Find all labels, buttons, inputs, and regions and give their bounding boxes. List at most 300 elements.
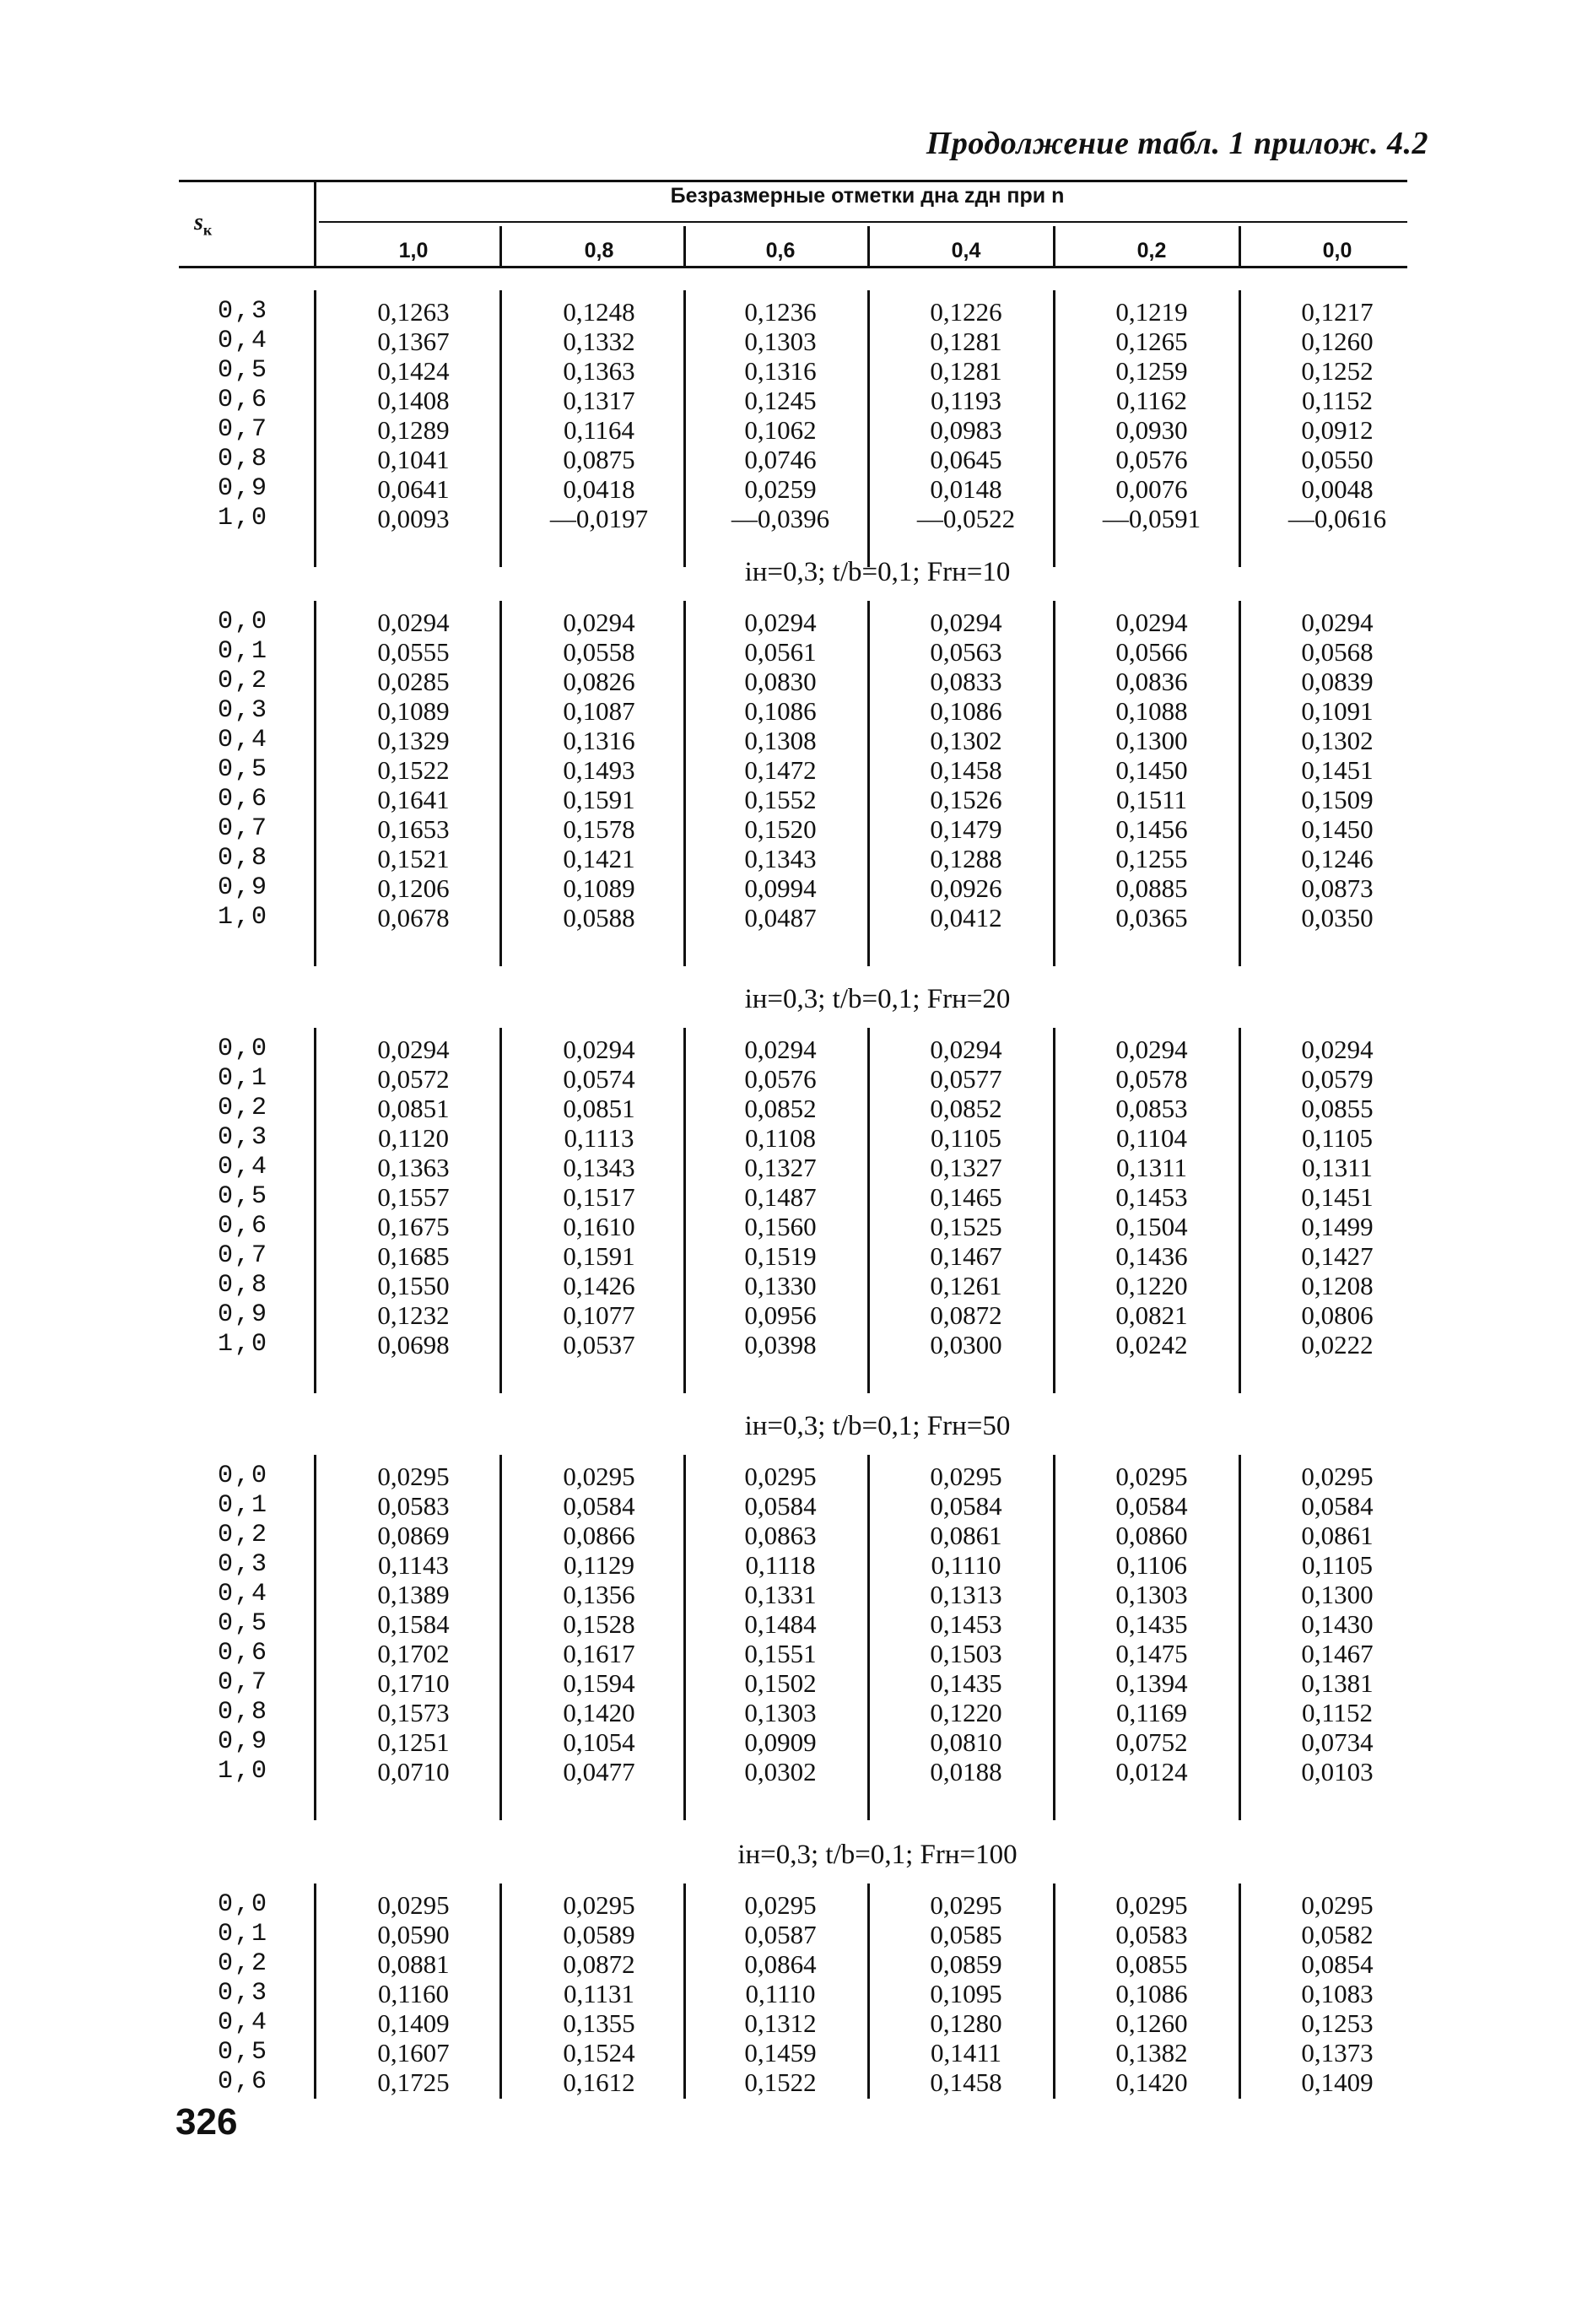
table-cell: 0,0864 xyxy=(744,1949,817,1979)
table-cell: 0,0294 xyxy=(1301,608,1374,637)
sk-cell: 0,5 xyxy=(218,2038,269,2067)
table-cell: 0,0076 xyxy=(1115,474,1188,504)
table-cell: 0,0566 xyxy=(1115,637,1188,667)
table-cell: 0,1302 xyxy=(930,726,1002,755)
table-cell: 0,1087 xyxy=(563,696,635,726)
column-divider xyxy=(314,290,316,567)
sk-cell: 1,0 xyxy=(218,1757,269,1786)
table-cell: 0,1521 xyxy=(377,844,450,873)
table-cell: 0,1479 xyxy=(930,814,1002,844)
column-divider xyxy=(1053,1884,1055,2099)
table-cell: 0,0295 xyxy=(1301,1890,1374,1920)
table-cell: 0,1519 xyxy=(744,1241,817,1271)
sk-cell: 0,4 xyxy=(218,2008,269,2037)
table-cell: 0,1131 xyxy=(563,1979,635,2008)
table-cell: 0,1451 xyxy=(1301,755,1374,785)
table-cell: 0,1313 xyxy=(930,1580,1002,1609)
table-cell: 0,1316 xyxy=(744,356,817,386)
table-cell: 0,0295 xyxy=(744,1890,817,1920)
table-cell: 0,1303 xyxy=(1115,1580,1188,1609)
value-column xyxy=(515,1890,683,2097)
sk-cell: 1,0 xyxy=(218,504,269,532)
table-cell: 0,1327 xyxy=(930,1153,1002,1182)
value-column xyxy=(696,297,865,533)
table-cell: 0,1289 xyxy=(377,415,450,445)
table-cell: 0,0563 xyxy=(930,637,1002,667)
table-cell: 0,1245 xyxy=(744,386,817,415)
sk-cell: 0,0 xyxy=(218,1462,269,1490)
sk-cell: 0,3 xyxy=(218,1550,269,1579)
table-cell: 0,0295 xyxy=(563,1462,635,1491)
table-cell: 0,1451 xyxy=(1301,1182,1374,1212)
table-cell: 0,1591 xyxy=(563,785,635,814)
table-cell: 0,1041 xyxy=(377,445,450,474)
sk-cell: 0,5 xyxy=(218,1182,269,1211)
table-cell: 0,1110 xyxy=(931,1550,1001,1580)
sk-header-divider xyxy=(314,180,316,266)
table-cell: 0,1436 xyxy=(1115,1241,1188,1271)
table-cell: 0,1675 xyxy=(377,1212,450,1241)
table-cell: 0,1252 xyxy=(1301,356,1374,386)
table-cell: 0,0583 xyxy=(1115,1920,1188,1949)
table-cell: 0,0869 xyxy=(377,1521,450,1550)
table-cell: 0,1584 xyxy=(377,1609,450,1639)
value-column xyxy=(1067,1035,1236,1359)
table-cell: 0,0909 xyxy=(744,1727,817,1757)
table-cell: 0,1300 xyxy=(1115,726,1188,755)
table-cell: 0,1573 xyxy=(377,1698,450,1727)
sk-cell: 0,6 xyxy=(218,2067,269,2096)
table-cell: 0,0875 xyxy=(563,445,635,474)
table-cell: 0,0365 xyxy=(1115,903,1188,932)
table-top-rule xyxy=(179,180,1407,182)
table-cell: 0,1193 xyxy=(930,386,1002,415)
table-cell: 0,0912 xyxy=(1301,415,1374,445)
table-cell: 0,1557 xyxy=(377,1182,450,1212)
table-cell: 0,1251 xyxy=(377,1727,450,1757)
table-cell: 0,1458 xyxy=(930,755,1002,785)
table-cell: 0,0537 xyxy=(563,1330,635,1359)
table-cell: 0,0572 xyxy=(377,1064,450,1094)
sk-column-header: $s_к$ xyxy=(194,209,213,239)
table-cell: 0,0294 xyxy=(744,1035,817,1064)
table-cell: 0,1453 xyxy=(1115,1182,1188,1212)
table-cell: 0,0678 xyxy=(377,903,450,932)
table-cell: 0,1232 xyxy=(377,1300,450,1330)
table-cell: 0,0568 xyxy=(1301,637,1374,667)
table-cell: 0,0294 xyxy=(563,608,635,637)
table-cell: 0,1525 xyxy=(930,1212,1002,1241)
table-cell: 0,1220 xyxy=(1115,1271,1188,1300)
value-column xyxy=(329,297,498,533)
table-cell: 0,0589 xyxy=(563,1920,635,1949)
table-cell: 0,1086 xyxy=(1115,1979,1188,2008)
column-header: 0,8 xyxy=(584,239,614,262)
table-cell: 0,1459 xyxy=(744,2038,817,2067)
table-cell: 0,1373 xyxy=(1301,2038,1374,2067)
sk-cell: 0,6 xyxy=(218,785,269,813)
table-cell: 0,0710 xyxy=(377,1757,450,1786)
sk-cell: 0,7 xyxy=(218,814,269,843)
table-cell: 0,0583 xyxy=(377,1491,450,1521)
column-divider xyxy=(683,601,686,966)
table-cell: 0,1394 xyxy=(1115,1668,1188,1698)
value-column xyxy=(1253,1462,1422,1786)
table-cell: 0,1143 xyxy=(377,1550,450,1580)
table-cell: 0,1260 xyxy=(1301,327,1374,356)
sk-cell: 0,4 xyxy=(218,1153,269,1181)
table-cell: 0,1450 xyxy=(1115,755,1188,785)
column-divider xyxy=(683,1028,686,1393)
table-cell: 0,1458 xyxy=(930,2067,1002,2097)
table-cell: 0,0550 xyxy=(1301,445,1374,474)
table-cell: 0,1617 xyxy=(563,1639,635,1668)
table-cell: 0,1607 xyxy=(377,2038,450,2067)
sk-values xyxy=(218,608,277,932)
table-cell: 0,0259 xyxy=(744,474,817,504)
table-cell: 0,0285 xyxy=(377,667,450,696)
column-divider xyxy=(1239,290,1241,567)
table-cell: 0,1420 xyxy=(1115,2067,1188,2097)
table-cell: 0,0590 xyxy=(377,1920,450,1949)
table-cell: 0,0839 xyxy=(1301,667,1374,696)
table-cell: 0,1560 xyxy=(744,1212,817,1241)
sk-values xyxy=(218,297,277,533)
sk-cell: 1,0 xyxy=(218,1330,269,1359)
table-cell: 0,1520 xyxy=(744,814,817,844)
table-cell: —0,0591 xyxy=(1102,504,1201,533)
block-condition: iн=0,3; t/b=0,1; Frн=20 xyxy=(744,984,1011,1014)
table-cell: 0,1472 xyxy=(744,755,817,785)
table-cell: 0,1356 xyxy=(563,1580,635,1609)
sk-cell: 0,7 xyxy=(218,415,269,444)
sk-cell: 0,6 xyxy=(218,1639,269,1667)
table-cell: 0,1108 xyxy=(744,1123,817,1153)
column-divider xyxy=(1053,601,1055,966)
table-cell: 0,1220 xyxy=(930,1698,1002,1727)
column-divider xyxy=(1053,290,1055,567)
table-cell: 0,0294 xyxy=(1115,1035,1188,1064)
value-column xyxy=(882,1890,1050,2097)
table-cell: 0,0752 xyxy=(1115,1727,1188,1757)
table-cell: 0,1382 xyxy=(1115,2038,1188,2067)
block-condition: iн=0,3; t/b=0,1; Frн=50 xyxy=(744,1411,1011,1441)
sk-cell: 0,1 xyxy=(218,1920,269,1948)
column-divider xyxy=(499,601,502,966)
table-cell: 0,0418 xyxy=(563,474,635,504)
table-cell: 0,0294 xyxy=(1115,608,1188,637)
sk-cell: 0,4 xyxy=(218,327,269,355)
table-cell: 0,1367 xyxy=(377,327,450,356)
table-cell: 0,1343 xyxy=(744,844,817,873)
table-cell: 0,0398 xyxy=(744,1330,817,1359)
table-cell: 0,0093 xyxy=(377,504,450,533)
table-cell: 0,1331 xyxy=(744,1580,817,1609)
table-cell: 0,1363 xyxy=(563,356,635,386)
value-column xyxy=(1067,297,1236,533)
column-divider xyxy=(867,1455,870,1820)
block-condition: iн=0,3; t/b=0,1; Frн=10 xyxy=(744,557,1011,587)
table-cell: 0,1253 xyxy=(1301,2008,1374,2038)
table-cell: 0,0826 xyxy=(563,667,635,696)
column-divider xyxy=(1239,1884,1241,2099)
table-cell: 0,0861 xyxy=(1301,1521,1374,1550)
sk-values xyxy=(218,1890,277,2097)
table-cell: 0,1504 xyxy=(1115,1212,1188,1241)
sk-cell: 0,0 xyxy=(218,1035,269,1063)
column-divider xyxy=(1239,601,1241,966)
block-condition: iн=0,3; t/b=0,1; Frн=100 xyxy=(737,1840,1018,1870)
table-cell: 0,1612 xyxy=(563,2067,635,2097)
table-cell: 0,1430 xyxy=(1301,1609,1374,1639)
table-cell: 0,1281 xyxy=(930,327,1002,356)
table-cell: 0,0222 xyxy=(1301,1330,1374,1359)
column-divider xyxy=(683,1455,686,1820)
sk-cell: 0,8 xyxy=(218,445,269,473)
column-divider xyxy=(314,601,316,966)
table-cell: 0,1409 xyxy=(1301,2067,1374,2097)
table-cell: 0,1110 xyxy=(745,1979,816,2008)
value-column xyxy=(696,608,865,932)
table-cell: 0,1246 xyxy=(1301,844,1374,873)
sk-cell: 0,2 xyxy=(218,667,269,695)
table-cell: 0,0860 xyxy=(1115,1521,1188,1550)
column-divider xyxy=(499,290,502,567)
sk-cell: 0,3 xyxy=(218,1123,269,1152)
value-column xyxy=(1067,1462,1236,1786)
sk-cell: 0,1 xyxy=(218,637,269,666)
table-cell: 0,1062 xyxy=(744,415,817,445)
table-cell: 0,1389 xyxy=(377,1580,450,1609)
table-cell: 0,1255 xyxy=(1115,844,1188,873)
table-cell: 0,0576 xyxy=(1115,445,1188,474)
column-divider xyxy=(867,1884,870,2099)
table-cell: 0,0294 xyxy=(1301,1035,1374,1064)
table-cell: 0,0587 xyxy=(744,1920,817,1949)
table-cell: 0,0584 xyxy=(563,1491,635,1521)
table-cell: 0,1281 xyxy=(930,356,1002,386)
sk-cell: 0,2 xyxy=(218,1094,269,1122)
table-cell: 0,1552 xyxy=(744,785,817,814)
sk-cell: 0,9 xyxy=(218,1300,269,1329)
value-column xyxy=(515,297,683,533)
table-cell: 0,1426 xyxy=(563,1271,635,1300)
table-cell: 0,1302 xyxy=(1301,726,1374,755)
table-cell: 0,1265 xyxy=(1115,327,1188,356)
table-cell: 0,1330 xyxy=(744,1271,817,1300)
table-cell: 0,1086 xyxy=(930,696,1002,726)
table-cell: 0,1502 xyxy=(744,1668,817,1698)
table-cell: 0,1217 xyxy=(1301,297,1374,327)
table-cell: 0,1363 xyxy=(377,1153,450,1182)
table-cell: 0,1083 xyxy=(1301,1979,1374,2008)
table-cell: 0,1091 xyxy=(1301,696,1374,726)
table-cell: 0,1499 xyxy=(1301,1212,1374,1241)
table-cell: —0,0396 xyxy=(731,504,830,533)
table-cell: 0,1105 xyxy=(1301,1123,1374,1153)
table-cell: 0,0294 xyxy=(930,608,1002,637)
table-cell: 0,1288 xyxy=(930,844,1002,873)
table-cell: 0,0866 xyxy=(563,1521,635,1550)
table-cell: 0,1450 xyxy=(1301,814,1374,844)
table-cell: 0,0578 xyxy=(1115,1064,1188,1094)
table-cell: 0,1263 xyxy=(377,297,450,327)
value-column xyxy=(882,608,1050,932)
table-cell: 0,0294 xyxy=(930,1035,1002,1064)
table-cell: 0,1456 xyxy=(1115,814,1188,844)
table-cell: 0,1086 xyxy=(744,696,817,726)
table-cell: 0,1509 xyxy=(1301,785,1374,814)
table-cell: 0,1551 xyxy=(744,1639,817,1668)
table-cell: 0,1236 xyxy=(744,297,817,327)
table-cell: 0,0048 xyxy=(1301,474,1374,504)
table-cell: 0,1104 xyxy=(1115,1123,1188,1153)
table-cell: 0,1420 xyxy=(563,1698,635,1727)
table-cell: 0,1312 xyxy=(744,2008,817,2038)
table-cell: 0,1164 xyxy=(563,415,635,445)
table-cell: 0,1610 xyxy=(563,1212,635,1241)
table-cell: 0,1089 xyxy=(563,873,635,903)
sk-cell: 0,9 xyxy=(218,1727,269,1756)
table-cell: 0,0295 xyxy=(377,1462,450,1491)
table-cell: 0,0806 xyxy=(1301,1300,1374,1330)
table-cell: 0,1475 xyxy=(1115,1639,1188,1668)
table-cell: 0,1355 xyxy=(563,2008,635,2038)
table-cell: 0,0124 xyxy=(1115,1757,1188,1786)
column-divider xyxy=(314,1884,316,2099)
sk-cell: 0,5 xyxy=(218,1609,269,1638)
value-column xyxy=(1067,608,1236,932)
table-cell: 0,1317 xyxy=(563,386,635,415)
table-cell: 0,1421 xyxy=(563,844,635,873)
header-caption: Безразмерные отметки дна zдн при n xyxy=(670,184,1065,208)
table-cell: 0,1493 xyxy=(563,755,635,785)
table-cell: 0,1503 xyxy=(930,1639,1002,1668)
table-cell: 0,0295 xyxy=(930,1890,1002,1920)
table-cell: 0,0477 xyxy=(563,1757,635,1786)
value-column xyxy=(515,1462,683,1786)
sk-cell: 0,1 xyxy=(218,1491,269,1520)
table-cell: 0,0294 xyxy=(377,1035,450,1064)
table-cell: 0,0188 xyxy=(930,1757,1002,1786)
table-cell: 0,1408 xyxy=(377,386,450,415)
value-column xyxy=(329,1462,498,1786)
table-cell: 0,1106 xyxy=(1115,1550,1188,1580)
table-cell: 0,0487 xyxy=(744,903,817,932)
column-header: 0,2 xyxy=(1136,239,1167,262)
table-cell: 0,0555 xyxy=(377,637,450,667)
table-cell: 0,0994 xyxy=(744,873,817,903)
sk-cell: 0,8 xyxy=(218,1271,269,1300)
page-title: Продолжение табл. 1 прилож. 4.2 xyxy=(926,126,1428,161)
table-cell: 0,0734 xyxy=(1301,1727,1374,1757)
value-column xyxy=(1253,1035,1422,1359)
table-cell: 0,0956 xyxy=(744,1300,817,1330)
table-cell: 0,0873 xyxy=(1301,873,1374,903)
table-cell: 0,1054 xyxy=(563,1727,635,1757)
table-cell: 0,0584 xyxy=(744,1491,817,1521)
sk-cell: 0,8 xyxy=(218,1698,269,1727)
table-cell: 0,1162 xyxy=(1115,386,1188,415)
sk-cell: 0,3 xyxy=(218,696,269,725)
table-cell: 0,0584 xyxy=(930,1491,1002,1521)
table-cell: 0,0584 xyxy=(1115,1491,1188,1521)
table-cell: 0,1465 xyxy=(930,1182,1002,1212)
value-column xyxy=(696,1890,865,2097)
table-cell: 0,1280 xyxy=(930,2008,1002,2038)
table-cell: 0,0584 xyxy=(1301,1491,1374,1521)
table-cell: 0,1095 xyxy=(930,1979,1002,2008)
table-cell: 0,0295 xyxy=(563,1890,635,1920)
column-divider xyxy=(314,1028,316,1393)
sk-cell: 0,2 xyxy=(218,1521,269,1549)
table-cell: 0,0577 xyxy=(930,1064,1002,1094)
value-column xyxy=(515,608,683,932)
table-cell: 0,0103 xyxy=(1301,1757,1374,1786)
header-column-divider xyxy=(683,226,686,266)
table-cell: 0,0854 xyxy=(1301,1949,1374,1979)
value-column xyxy=(329,1890,498,2097)
table-cell: —0,0522 xyxy=(916,504,1016,533)
column-divider xyxy=(499,1884,502,2099)
sk-cell: 0,3 xyxy=(218,297,269,326)
table-cell: 0,1511 xyxy=(1115,785,1188,814)
table-cell: 0,1208 xyxy=(1301,1271,1374,1300)
table-cell: 0,1467 xyxy=(930,1241,1002,1271)
table-cell: 0,1484 xyxy=(744,1609,817,1639)
table-cell: 0,0830 xyxy=(744,667,817,696)
table-cell: 0,1467 xyxy=(1301,1639,1374,1668)
table-cell: 0,0295 xyxy=(1301,1462,1374,1491)
sk-cell: 0,5 xyxy=(218,755,269,784)
table-cell: 0,1522 xyxy=(744,2067,817,2097)
table-cell: 0,0588 xyxy=(563,903,635,932)
table-cell: 0,0746 xyxy=(744,445,817,474)
table-cell: 0,1300 xyxy=(1301,1580,1374,1609)
table-cell: 0,1524 xyxy=(563,2038,635,2067)
table-cell: 0,0833 xyxy=(930,667,1002,696)
sk-values xyxy=(218,1462,277,1786)
table-cell: 0,1594 xyxy=(563,1668,635,1698)
table-cell: 0,0853 xyxy=(1115,1094,1188,1123)
table-cell: 0,0574 xyxy=(563,1064,635,1094)
value-column xyxy=(882,297,1050,533)
sk-cell: 0,5 xyxy=(218,356,269,385)
sk-cell: 0,6 xyxy=(218,386,269,414)
table-cell: 0,1105 xyxy=(930,1123,1002,1153)
table-cell: 0,1453 xyxy=(930,1609,1002,1639)
sk-cell: 0,0 xyxy=(218,608,269,636)
table-cell: 0,1578 xyxy=(563,814,635,844)
table-cell: 0,1641 xyxy=(377,785,450,814)
table-cell: 0,1261 xyxy=(930,1271,1002,1300)
table-cell: 0,1522 xyxy=(377,755,450,785)
table-cell: 0,1303 xyxy=(744,1698,817,1727)
table-cell: 0,0851 xyxy=(563,1094,635,1123)
sk-cell: 0,7 xyxy=(218,1668,269,1697)
table-cell: 0,1487 xyxy=(744,1182,817,1212)
page-number: 326 xyxy=(175,2101,238,2143)
table-cell: 0,1152 xyxy=(1301,386,1374,415)
table-cell: 0,0294 xyxy=(744,608,817,637)
table-cell: 0,1685 xyxy=(377,1241,450,1271)
table-cell: 0,0641 xyxy=(377,474,450,504)
table-cell: 0,1427 xyxy=(1301,1241,1374,1271)
value-column xyxy=(329,1035,498,1359)
value-column xyxy=(1067,1890,1236,2097)
value-column xyxy=(1253,608,1422,932)
table-cell: 0,1550 xyxy=(377,1271,450,1300)
